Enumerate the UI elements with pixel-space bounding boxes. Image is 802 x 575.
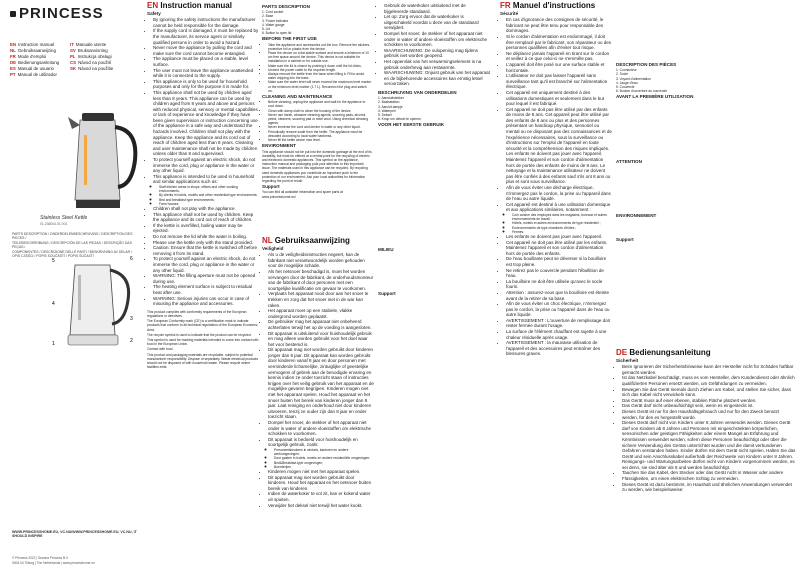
list-item: • The user must not leave the appliance unattended while it is connected to the supply. — [153, 68, 259, 79]
sub-list-item: ◦ Staff kitchen areas in shops, offices and other working environments; — [159, 185, 259, 193]
list-item: • Unwind the power cable to the required length. — [268, 68, 372, 72]
list-item: • Het oppervlak van het verwarmingselement is na gebruik onderhevig aan restwarmte. — [384, 59, 490, 70]
language-item: PT Manual de utilizador — [10, 72, 57, 77]
list-item: • Clean with damp cloth to clean the housing of the device. — [268, 109, 372, 113]
copyright: © Princess 2022 | Seanna Princess B.V. — [12, 556, 69, 560]
product-code: 01.236004.01.001 — [40, 222, 68, 226]
list-item: • La surface de l'élément chauffant est sujette à une chaleur résiduelle après usage. — [506, 329, 612, 340]
sub-list-item: ◦ Bed and breakfast type environments; — [159, 198, 259, 202]
en-before-heading: BEFORE THE FIRST USE — [262, 36, 317, 42]
fr-parts-list — [616, 68, 796, 93]
list-item: • Tauchen Sie das Kabel, den Stecker oder das Gerät nicht in Wasser oder andere Flüssigkeiten, um einen elektrischen Schlag zu vermeiden. — [622, 470, 796, 481]
en-before-list — [262, 43, 372, 93]
fr-parts-heading: DESCRIPTION DES PIÈCES — [616, 62, 677, 67]
list-item: • By ignoring the safety instructions the manufacturer cannot be held responsible for the damage. — [153, 17, 259, 28]
fr-safety-list — [500, 17, 612, 234]
product-name: Stainless Steel Kettle — [40, 215, 88, 221]
nl-support-heading: Support — [378, 290, 396, 296]
list-item: • Het apparaat moet op een stabiele, vlakke ondergrond worden geplaatst. — [268, 308, 374, 319]
de-title: DE Bedienungsanleitung — [616, 348, 711, 357]
list-item: • Make sure the lid is closed by pushing it down until the lid clicks. — [268, 64, 372, 68]
list-item: • Dieses Gerät ist dazu bestimmt, im Haushalt und ähnlichen Anwendungen verwendet zu werden, wie beispielsweise: — [622, 482, 796, 493]
list-item: • Als het netsnoer beschadigd is, moet het worden vervangen door de fabrikant, de onderhoudsmonteur van de fabrikant of door personen met een soortgelijke kwalificatie om gevaar te voorkomen. — [268, 269, 374, 291]
list-item: • This appliance shall not be used by children. Keep the appliance and its cord out of reach of children. — [153, 212, 259, 223]
part-item: 3. Power indicator — [262, 18, 289, 23]
list-item: • Dompel het snoer, de stekker of het apparaat niet onder in water of andere vloeistoffen om elektrische schokken te voorkomen. — [384, 31, 490, 48]
list-item: • L'utilisateur ne doit pas laisser l'appareil sans surveillance tant qu'il est branché sur l'alimentation électrique. — [506, 73, 612, 90]
de-safety-list — [616, 364, 796, 493]
list-item: • This appliance is only to be used for household purposes and only for the purpose it is made for. — [153, 79, 259, 90]
list-item: • WARNING: Serious injuries can occur in case of misusing the appliance and accessories. — [153, 296, 259, 307]
part-item: 6. Button to open lid — [262, 31, 292, 36]
parts-description-line: TEILEBESCHREIBUNG / DESCRIPCIÓN DE LAS PIEZAS / DESCRIÇÃO DAS PEÇAS / — [12, 240, 132, 250]
list-item: • WAARSCHUWING: De vulopening mag tijdens gebruik niet worden geopend. — [384, 48, 490, 59]
list-item: • Cet appareil est uniquement destiné à des utilisations domestiques et seulement dans le but pour lequel il est fabriqué. — [506, 90, 612, 107]
list-item: • Verwijder het deksel niet terwijl het water kookt. — [268, 503, 374, 509]
symbol-note: This product complies with conformity requirements of the European regulations or directives. — [147, 309, 247, 318]
fr-support-heading: Support — [616, 237, 634, 243]
list-item: • This appliance shall not be used by children aged less than 8 years. This appliance can be used by children aged from 8 years and above and persons with reduced physical, sensory or mental capabilities or lack of experience and knowledge if they have been given supervision or instruction concerning use of the appliance in a safe way and understand the hazards involved. Children shall not play with the appliance. Keep the appliance and its cord out of reach of children aged less than 8 years. Cleaning and user maintenance shall not be made by children unless older than 8 and supervised. — [153, 90, 259, 157]
sub-list-item: ◦ Personeelskeukens in winkels, kantoren en andere werkomgevingen; — [274, 448, 374, 456]
en-column-2 — [262, 3, 372, 200]
list-item: • Dieses Gerät darf nicht von Kindern unter 8 Jahren verwendet werden. Dieses Gerät darf von Kindern ab 8 Jahren und Personen mit eingeschränkten körperlichen, sensorischen oder geistigen Fähigkeiten oder einem Mangel an Erfahrung und Kenntnissen verwendet werden, sofern diese Personen beaufsichtigt oder über die sichere Verwendung des Geräts unterrichtet wurden und die damit verbundenen Gefahren verstanden haben. Kinder dürfen mit dem Gerät nicht spielen. Halten Sie das Gerät und sein Anschlusskabel außerhalb der Reichweite von Kindern unter 8 Jahren. Reinigungs- und Wartungsarbeiten dürfen nicht von Kindern vorgenommen werden, es sei denn, sie sind älter als 8 und werden beaufsichtigt. — [622, 420, 796, 470]
language-row — [10, 72, 130, 78]
list-item: • Als u de veiligheidsinstructies negeert, kan de fabrikant niet verantwoordelijk worden gehouden voor de mogelijke schade. — [268, 252, 374, 269]
language-item: SV Bruksanvisning — [70, 48, 108, 53]
part-item: 3. Aan/uit-lampje — [378, 104, 403, 109]
list-item: • Dit apparaat mag niet worden gebruikt door kinderen. Houd het apparaat en het netsnoer buiten bereik van kinderen. — [268, 475, 374, 492]
language-item: IT Manuale utente — [70, 42, 107, 47]
list-item: • To protect yourself against an electric shock, do not immerse the cord, plug or appliance in the water or any other liquid. — [153, 157, 259, 174]
nl-before-heading: VOOR HET EERSTE GEBRUIK — [378, 122, 445, 128]
nl-column — [262, 238, 374, 508]
list-item: • Cet appareil ne doit pas être utilisé par des enfants de moins de 8 ans. Cet appareil peut être utilisé par des enfants de 8 ans ou plus et des personnes présentant un handicap physique, sensoriel ou mental ou ne disposant pas des connaissances et de l'expérience nécessaires, sous la surveillance ou d'instructions sur l'emploi de l'appareil en toute sécurité et la compréhension des risques impliqués. Les enfants ne doivent pas jouer avec l'appareil. Maintenez l'appareil et son cordon d'alimentation hors de portée des enfants de moins de 8 ans. Le nettoyage et la maintenance utilisateur ne doivent pas être confiés à des enfants sauf s'ils ont 8 ans ou plus et sont sous surveillance. — [506, 107, 612, 185]
list-item: • Verplaats het apparaat nooit door aan het snoer te trekken en zorg dat het snoer niet in de war kan raken. — [268, 291, 374, 308]
fr-before-heading: AVANT LA PREMIÈRE UTILISATION — [616, 94, 694, 100]
list-item: • Beim Ignorieren der Sicherheitshinweise kann der Hersteller nicht für Schäden haftbar gemacht werden. — [622, 364, 796, 375]
en-environment-text: This appliance should not be put into the domestic garbage at the end of its durability, but must be offered at a central point for the recycling of electric and electronic domestic appliances. This symbol on the appliance, instruction manual and packaging puts your attention to this important issue. The materials used in this appliance can be recycled. By recycling used domestic appliances you contribute an important push to the protection of our environment. Ask your local authorities for information regarding the point of recall. — [262, 149, 372, 183]
part-item: 6. Bouton d'ouverture du couvercle — [616, 89, 668, 94]
nl-heading: Veiligheid — [262, 245, 284, 251]
company-address: 0006-04 Tilburg | The Netherlands | www.princesshome.eu — [12, 561, 95, 565]
part-item: 1. Aansluitstekker — [378, 96, 404, 101]
part-item: 5. Couvercle — [616, 85, 635, 90]
language-item: NL Gebruiksaanwijzing — [10, 48, 56, 53]
en-parts-heading: PARTS DESCRIPTION — [262, 4, 310, 9]
list-item: • Das Gerät muss auf einer ebenen, stabilen Fläche platziert werden. — [622, 398, 796, 404]
list-item: • To protect yourself against an electric shock, do not immerse the cord, plug or appliance in the water or any other liquid. — [153, 256, 259, 273]
part-item: 2. Base — [262, 14, 274, 19]
nl-parts-heading: BESCHRIJVING VAN ONDERDELEN — [378, 89, 457, 95]
list-item: • Dit apparaat mag niet worden gebruikt door kinderen jonger dan 8 jaar. Dit apparaat kan worden gebruikt door kinderen vanaf 8 jaar en door personen met verminderde lichamelijke, zintuiglijke of geestelijke vermogens of gebrek aan de benodigde ervaring en kennis indien ze onder toezicht staan of instructies krijgen over het veilig gebruik van het apparaat en de mogelijke gevaren begrijpen. Kinderen mogen niet met het apparaat spelen. Houd het apparaat en het snoer buiten het bereik van kinderen jonger dan 8 jaar. Laat reiniging en onderhoud niet door kinderen uitvoeren, tenzij ze ouder zijn dan 8 jaar en onder toezicht staan. — [268, 347, 374, 420]
list-item: • Ist das Netzkabel beschädigt, muss es vom Hersteller, dem Kundendienst oder ähnlich qualifizierten Personen ersetzt werden, um Gefährdungen zu vermeiden. — [622, 375, 796, 386]
list-item: • Kinderen mogen niet met het apparaat spelen. — [268, 469, 374, 475]
part-item: 3. Voyant d'alimentation — [616, 76, 651, 81]
svg-text:1: 1 — [52, 341, 55, 347]
part-item: 5. Lid — [262, 27, 271, 32]
nl-env-heading: MILIEU — [378, 246, 394, 252]
language-list — [10, 42, 130, 78]
sub-list-item: ◦ Boerderijen. — [274, 465, 374, 469]
list-item: • Ne retirez pas le couvercle pendant l'ébullition de l'eau. — [506, 268, 612, 279]
sub-list-item: ◦ Environnements de type chambres d'hôtes ; — [512, 226, 612, 230]
sub-list-item: ◦ Coin cuisine des employés dans les magasins, bureaux et autres environnements de travail ; — [512, 213, 612, 221]
list-item: • Caution: Ensure that the kettle is switched off before removing it from its stand. — [153, 245, 259, 256]
part-item: 5. Deksel — [378, 112, 392, 117]
fr-column — [500, 3, 612, 357]
symbol-note: This symbol is used for marking materials intended to come into contact with food in the European Union. — [147, 337, 259, 347]
list-item: • Gebruik de waterkoker uitsluitend met de bijgeleverde standaard. — [384, 3, 490, 14]
sub-list-item: ◦ Farm houses. — [159, 202, 259, 206]
list-item: • Indien de waterkoker te vol zit, kan er kokend water uit spuiten. — [268, 491, 374, 502]
list-item: • Please use the kettle only with the stand provided. — [153, 240, 259, 246]
list-item: • Do not remove the lid while the water is boiling. — [153, 234, 259, 240]
symbol-note: The European Conformity mark (CE) is a certification mark to indicate products that conform to all technical regulations of the European Economic Area. — [147, 319, 258, 332]
en-environment-heading: ENVIRONMENT — [262, 143, 296, 149]
svg-text:3: 3 — [130, 316, 133, 322]
fr-column-2 — [616, 3, 796, 243]
list-item: • Attention : assurez-vous que la bouilloire est éteinte avant de la retirer de sa base. — [506, 290, 612, 301]
en-safety-list — [147, 17, 259, 307]
list-item: • Dit apparaat is bedoeld voor huishoudelijk en soortgelijk gebruik, zoals: — [268, 437, 374, 448]
svg-text:2: 2 — [130, 338, 133, 344]
en-column — [147, 3, 259, 370]
list-item: • Cet appareil est destiné à une utilisation domestique et aux applications similaires, notamment : — [506, 202, 612, 213]
website-line: WWW.PRINCESSHOME.EU, VC.NU/WWW.PRINCESSHOME.EU, VC.NU, IT SHOULD INSPIRE — [12, 530, 137, 539]
sub-list-item: ◦ Fermes. — [512, 230, 612, 234]
brand-logo: PRINCESS — [10, 5, 104, 22]
list-item: • De l'eau bouillante peut se déverser si la bouilloire est trop pleine. — [506, 256, 612, 267]
list-item: • Dieses Gerät ist nur für den Haushaltsgebrauch und nur für den Zweck benutzt werden, für den es hergestellt wurde. — [622, 409, 796, 420]
part-item: 1. Cord socket — [262, 10, 284, 15]
svg-text:6: 6 — [130, 256, 133, 262]
parts-description-line: OPIS CZĘŚCI / POPIS SOUČÁSTÍ / POPIS SÚČASTÍ — [12, 254, 94, 259]
list-item: • Place the device on a flat stable surface and ensure a minimum of 10 cm free space around the device. This device is not suitable for installation in a cabinet or for outside use. — [268, 51, 372, 64]
parts-description-line: COMPONENTES / DESCRIZIONE DELLE PARTI / BESKRIVNING AV DELAR / — [12, 249, 133, 254]
en-support-text: You can find all available information and spare parts at www.princesshome.eu! — [262, 190, 343, 199]
part-item: 4. Water gauge — [262, 22, 285, 27]
list-item: • AVERTISSEMENT : L'ouverture de remplissage doit rester fermée durant l'usage. — [506, 318, 612, 329]
en-cleaning-heading: CLEANING AND MAINTENANCE — [262, 94, 333, 100]
part-item: 4. Waterpeil — [378, 108, 396, 113]
list-item: • Never use harsh, abrasive cleaning agents, scouring pads, alcohol, petrol, cleaners, scouring pad or steel wool. Using chemical cleaning agents. — [268, 113, 372, 126]
list-item: • Never move the appliance by pulling the cord and make sure the cord cannot become entangled. — [153, 45, 259, 56]
list-item: • If the supply cord is damaged, it must be replaced by the manufacturer, its service agent or similarly qualified persons in order to avoid a hazard. — [153, 28, 259, 45]
kettle-parts-diagram — [50, 250, 140, 355]
list-item: • Never fill the kettle above max level. — [268, 138, 372, 142]
en-parts-list — [262, 10, 372, 35]
list-item: • Children shall not play with the appliance. — [153, 206, 259, 212]
sub-list-item: ◦ By clients in hotels, motels and other residential type environments; — [159, 193, 259, 197]
list-item: • Si le cordon d'alimentation est endommagé, il doit être remplacé par le fabricant, son réparateur ou des personnes qualifiées afin d'éviter tout risque. — [506, 34, 612, 51]
svg-text:4: 4 — [52, 301, 55, 307]
en-title: EN Instruction manual — [147, 1, 232, 10]
language-item — [70, 72, 130, 78]
en-support-heading: Support — [262, 184, 280, 190]
part-item: 4. Jauge d'eau — [616, 80, 638, 85]
de-column — [616, 350, 796, 493]
list-item: • Never immerse the cord and device in water or any other liquid. — [268, 125, 372, 129]
nl-parts-list — [378, 96, 490, 121]
language-item: PL Instrukcja obsługi — [70, 54, 112, 59]
en-safety-heading: Safety — [147, 10, 161, 16]
list-item: • Afin de vous éviter une décharge électrique, n'immergez pas le cordon, la prise ou l'appareil dans de l'eau ou autre liquide. — [506, 185, 612, 202]
list-item: • Cet appareil ne doit pas être utilisé par les enfants. Maintenez l'appareil et son cordon d'alimentation hors de portée des enfants. — [506, 240, 612, 257]
nl-safety-list-2 — [378, 3, 490, 87]
language-item: CS Návod na použití — [70, 60, 112, 65]
en-cleaning-list — [262, 100, 372, 142]
sub-list-item: ◦ Bed&Breakfast-type omgevingen; — [274, 461, 374, 465]
list-item: • La bouilloire ne doit être utilisée qu'avec le socle fourni. — [506, 279, 612, 290]
list-item: • This appliance is intended to be used in household and similar applications such as: — [153, 174, 259, 185]
list-item: • The heating element surface is subject to residual heat after use. — [153, 284, 259, 295]
language-item: DE Bedienungsanleitung — [10, 60, 60, 65]
en-symbols — [147, 310, 259, 352]
list-item: • En cas d'ignorance des consignes de sécurité, le fabricant ne peut être tenu pour responsable des dommages. — [506, 17, 612, 34]
en-recycling: This product and packaging materials are recyclable, subject to potential manufacturer responsibility. Dispose of separately. Waste electrical products should not be disposed of with household waste. Please recycle where facilities exist. — [147, 352, 258, 370]
list-item: • L'appareil doit être posé sur une surface stable et horizontale. — [506, 62, 612, 73]
sub-list-item: ◦ Door gasten in hotels, motels en andere residentiële omgevingen; — [274, 456, 374, 460]
list-item: • Dit apparaat is uitsluitend voor huishoudelijk gebruik en mag alleen worden gebruikt voor het doel waar het voor bestemd is. — [268, 331, 374, 348]
list-item: • If the kettle is overfilled, boiling water may be ejected. — [153, 223, 259, 234]
list-item: • Take the appliance and accessories out the box. Remove the stickers, protective foil or plastic from the device. — [268, 43, 372, 51]
part-item: 1. Connecteur — [616, 68, 637, 73]
fr-title: FR Manuel d'instructions — [500, 1, 596, 10]
fr-safety-list-2 — [500, 234, 612, 357]
nl-title: NL Gebruiksaanwijzing — [262, 236, 350, 245]
part-item: 2. Socle — [616, 72, 628, 77]
svg-text:5: 5 — [52, 258, 55, 264]
fr-heading: Sécurité — [500, 10, 519, 16]
list-item: • Always remove the kettle from the base when filling it. Fill to avoid water dripping into the base. — [268, 72, 372, 80]
language-item: ES Manual de usuario — [10, 66, 54, 71]
list-item: • Make sure the water level will never exceed the maximum level marker or the minimum level marker (1.7 L). Reconnect the plug and switch on. — [268, 80, 372, 93]
kettle-illustration — [40, 105, 150, 215]
list-item: • De gebruiker mag het apparaat niet onbeheerd achterlaten terwijl het op de voeding is aangesloten. — [268, 319, 374, 330]
list-item: • AVERTISSEMENT : la mauvaise utilisation de l'appareil et des accessoires peut entraîner des blessures graves. — [506, 340, 612, 357]
part-item: 6. Knop om deksel te openen — [378, 117, 421, 122]
parts-description-line: PARTS DESCRIPTION / ONDERDELENBESCHRIJVING / DESCRIPTION DES PIECES / — [12, 232, 133, 241]
fr-attention-heading: ATTENTION — [616, 158, 642, 164]
language-item: SK Návod na použitie — [70, 66, 114, 71]
list-item: • WAARSCHUWING: Onjuist gebruik van het apparaat en de bijbehorende accessoires kan ernstig letsel veroorzaken. — [384, 70, 490, 87]
list-item: • WARNING: The filling aperture must not be opened during use. — [153, 273, 259, 284]
list-item: • Ne déplacez jamais l'appareil en tirant sur le cordon et veillez à ce que celui-ci ne s'emmêle pas. — [506, 51, 612, 62]
list-item: • Dompel het snoer, de stekker of het apparaat niet onder in water of andere vloeistoffen om elektrische schokken te voorkomen. — [268, 420, 374, 437]
list-item: • Before cleaning, unplug the appliance and wait for the appliance to cool down. — [268, 100, 372, 108]
language-item: FR Mode d'emploi — [10, 54, 47, 59]
language-item: EN Instruction manual — [10, 42, 54, 47]
fr-env-heading: ENVIRONNEMENT — [616, 212, 657, 218]
crown-icon — [10, 11, 16, 17]
de-heading: Sicherheit — [616, 357, 639, 363]
list-item: • Let op: Zorg ervoor dat de waterkoker is uitgeschakeld voordat u deze van de standaard verwijdert. — [384, 14, 490, 31]
list-item: • Les enfants ne doivent pas jouer avec l'appareil. — [506, 234, 612, 240]
part-item: 2. Basisstation — [378, 100, 400, 105]
symbol-note: The recycle symbol is used to indicate that the product can be recycled. — [147, 332, 252, 337]
nl-column-2 — [378, 3, 490, 297]
list-item: • Das Gerät darf nicht unbeaufsichtigt sein, wenn es eingesteckt ist. — [622, 403, 796, 409]
nl-safety-list — [262, 252, 374, 508]
list-item: • Periodically remove scale from the kettle. The appliance must be descaled according to local water hardness. — [268, 130, 372, 138]
list-item: • The appliance must be placed on a stable, level surface. — [153, 56, 259, 67]
symbol-note: Contact with food. — [147, 347, 174, 352]
sub-list-item: ◦ Hôtels, motels et autres environnements de type résidentiel ; — [512, 221, 612, 225]
list-item: • Bewegen Sie das Gerät niemals durch Ziehen am Kabel, und stellen Sie sicher, dass sich das Kabel nicht verwickeln kann. — [622, 387, 796, 398]
list-item: • Afin de vous éviter un choc électrique, n'immergez pas le cordon, la prise ou l'appareil dans de l'eau ou autre liquide. — [506, 301, 612, 318]
